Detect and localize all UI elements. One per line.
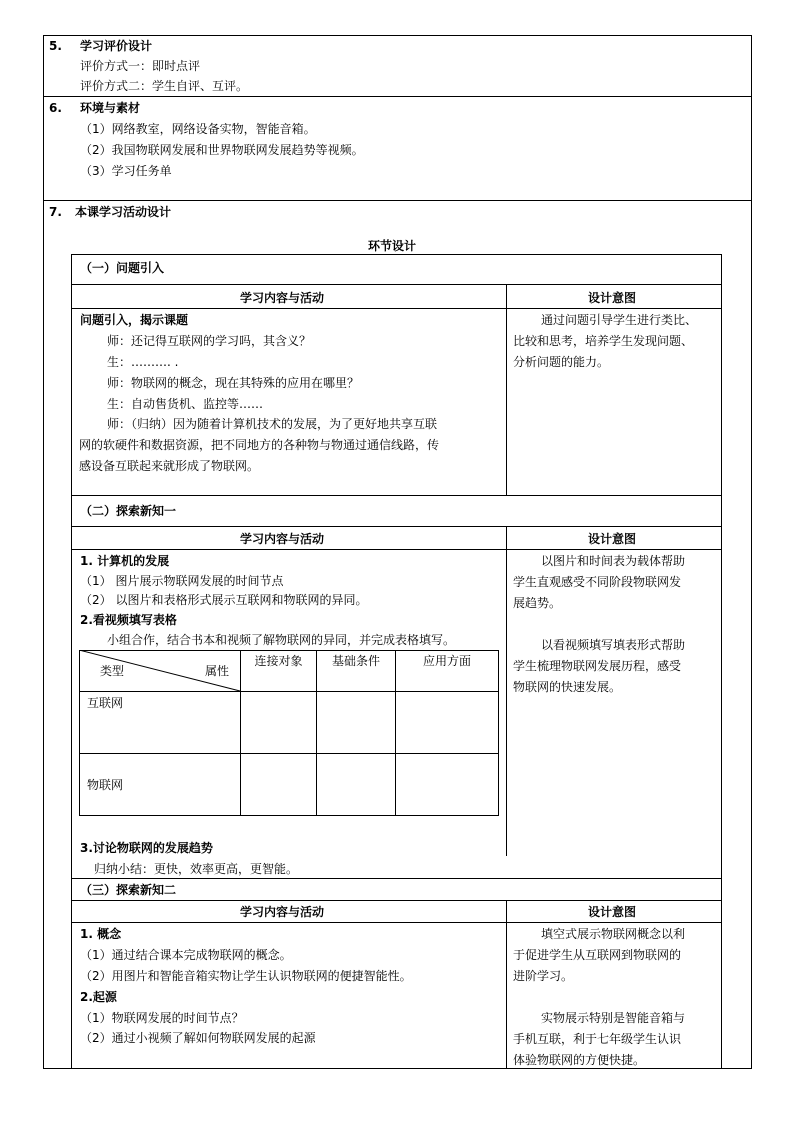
row-border — [71, 900, 722, 901]
content-column-header: 学习内容与活动 — [240, 905, 325, 919]
intent-text: 以看视频填写填表形式帮助 — [541, 638, 686, 652]
list-item: （2） 以图片和表格形式展示互联网和物联网的异同。 — [80, 593, 368, 607]
sec6-line: （2）我国物联网发展和世界物联网发展趋势等视频。 — [80, 143, 364, 157]
dialogue-line: 网的软硬件和数据资源，把不同地方的各种物与物通过通信线路，传 — [79, 438, 440, 452]
sec7-title: 本课学习活动设计 — [75, 205, 172, 219]
intent-text: 实物展示特别是智能音箱与 — [541, 1011, 686, 1025]
intent-text: 于促进学生从互联网到物联网的 — [513, 948, 682, 962]
sec5-bottom-border — [43, 96, 752, 97]
row-border — [71, 549, 722, 550]
sec6-line: （3）学习任务单 — [80, 164, 172, 178]
outer-left-border — [43, 35, 44, 1069]
intent-text: 通过问题引导学生进行类比、 — [541, 313, 698, 327]
part3-heading-1: 1. 概念 — [80, 927, 122, 941]
row-border — [71, 526, 722, 527]
intent-column-header: 设计意图 — [588, 291, 637, 305]
intent-text: 学生梳理物联网发展历程，感受 — [513, 659, 682, 673]
intent-text: 进阶学习。 — [513, 969, 574, 983]
sec6-title: 环境与素材 — [80, 101, 141, 115]
intent-text: 手机互联，利于七年级学生认识 — [513, 1032, 682, 1046]
list-item: （1）通过结合课本完成物联网的概念。 — [80, 948, 292, 962]
dialogue-line: 感设备互联起来就形成了物联网。 — [79, 459, 260, 473]
part2-heading-1: 1. 计算机的发展 — [80, 554, 170, 568]
dialogue-line: 师：（归纳）因为随着计算机技术的发展，为了更好地共享互联 — [107, 417, 438, 431]
part3-title: （三）探索新知二 — [80, 883, 177, 897]
column-header: 连接对象 — [254, 654, 303, 668]
sec7-number: 7. — [49, 205, 62, 219]
dialogue-line: 生：自动售货机、监控等…… — [107, 397, 264, 411]
sec6-line: （1）网络教室，网络设备实物，智能音箱。 — [80, 122, 316, 136]
row-border — [71, 495, 722, 496]
intent-text: 展趋势。 — [513, 596, 562, 610]
column-header: 基础条件 — [331, 654, 380, 668]
part1-heading: 问题引入，揭示课题 — [80, 313, 189, 327]
row-border — [71, 284, 722, 285]
dialogue-line: 师：物联网的概念，现在其特殊的应用在哪里？ — [107, 376, 360, 390]
row-border — [71, 922, 722, 923]
intent-text: 填空式展示物联网概念以利 — [541, 927, 686, 941]
dialogue-line: 生：………. . — [107, 355, 179, 369]
list-item: （2）通过小视频了解如何物联网发展的起源 — [80, 1031, 316, 1045]
sec5-line: 评价方式二：学生自评、互评。 — [80, 79, 249, 93]
table-line — [498, 650, 499, 816]
outer-bottom-border — [43, 1068, 752, 1069]
row-border — [71, 878, 722, 879]
part3-heading-2: 2.起源 — [80, 990, 117, 1004]
part2-title: （二）探索新知一 — [80, 504, 177, 518]
intent-column-header: 设计意图 — [588, 532, 637, 546]
intent-text: 比较和思考，培养学生发现问题、 — [513, 334, 694, 348]
type-header: 类型 — [100, 664, 125, 678]
dialogue-line: 师：还记得互联网的学习吗，其含义？ — [107, 334, 312, 348]
part1-title: （一）问题引入 — [80, 261, 165, 275]
inner-right-border — [721, 254, 722, 1069]
sec7-subtitle: 环节设计 — [368, 239, 417, 253]
column-divider — [506, 900, 507, 1069]
part2-heading-3: 3.讨论物联网的发展趋势 — [80, 841, 213, 855]
row-border — [71, 308, 722, 309]
task-text: 小组合作，结合书本和视频了解物联网的异同，并完成表格填写。 — [107, 633, 456, 647]
content-column-header: 学习内容与活动 — [240, 532, 325, 546]
column-divider — [506, 526, 507, 856]
intent-column-header: 设计意图 — [588, 905, 637, 919]
list-item: （1）物联网发展的时间节点？ — [80, 1011, 244, 1025]
table-line — [79, 753, 499, 754]
sec5-title: 学习评价设计 — [80, 39, 153, 53]
sec5-line: 评价方式一：即时点评 — [80, 59, 201, 73]
row-label: 物联网 — [87, 778, 124, 792]
list-item: （2）用图片和智能音箱实物让学生认识物联网的便捷智能性。 — [80, 969, 412, 983]
intent-text: 物联网的快速发展。 — [513, 680, 622, 694]
list-item: （1） 图片展示物联网发展的时间节点 — [80, 574, 284, 588]
table-line — [395, 650, 396, 816]
sec6-bottom-border — [43, 200, 752, 201]
row-label: 互联网 — [87, 696, 124, 710]
intent-text: 体验物联网的方便快捷。 — [513, 1053, 646, 1067]
content-column-header: 学习内容与活动 — [240, 291, 325, 305]
part2-heading-2: 2.看视频填写表格 — [80, 613, 177, 627]
summary-text: 归纳小结：更快，效率更高，更智能。 — [94, 862, 299, 876]
outer-top-border — [43, 35, 752, 36]
sec6-number: 6. — [49, 101, 62, 115]
outer-right-border — [751, 35, 752, 1069]
intent-text: 分析问题的能力。 — [513, 355, 610, 369]
inner-left-border — [71, 254, 72, 1069]
table-line — [79, 815, 499, 816]
sec5-number: 5. — [49, 39, 62, 53]
attribute-header: 属性 — [205, 664, 230, 678]
inner-top-border — [71, 254, 722, 255]
column-divider — [506, 284, 507, 496]
column-header: 应用方面 — [422, 654, 471, 668]
intent-text: 学生直观感受不同阶段物联网发 — [513, 575, 682, 589]
intent-text: 以图片和时间表为载体帮助 — [541, 554, 686, 568]
table-line — [316, 650, 317, 816]
